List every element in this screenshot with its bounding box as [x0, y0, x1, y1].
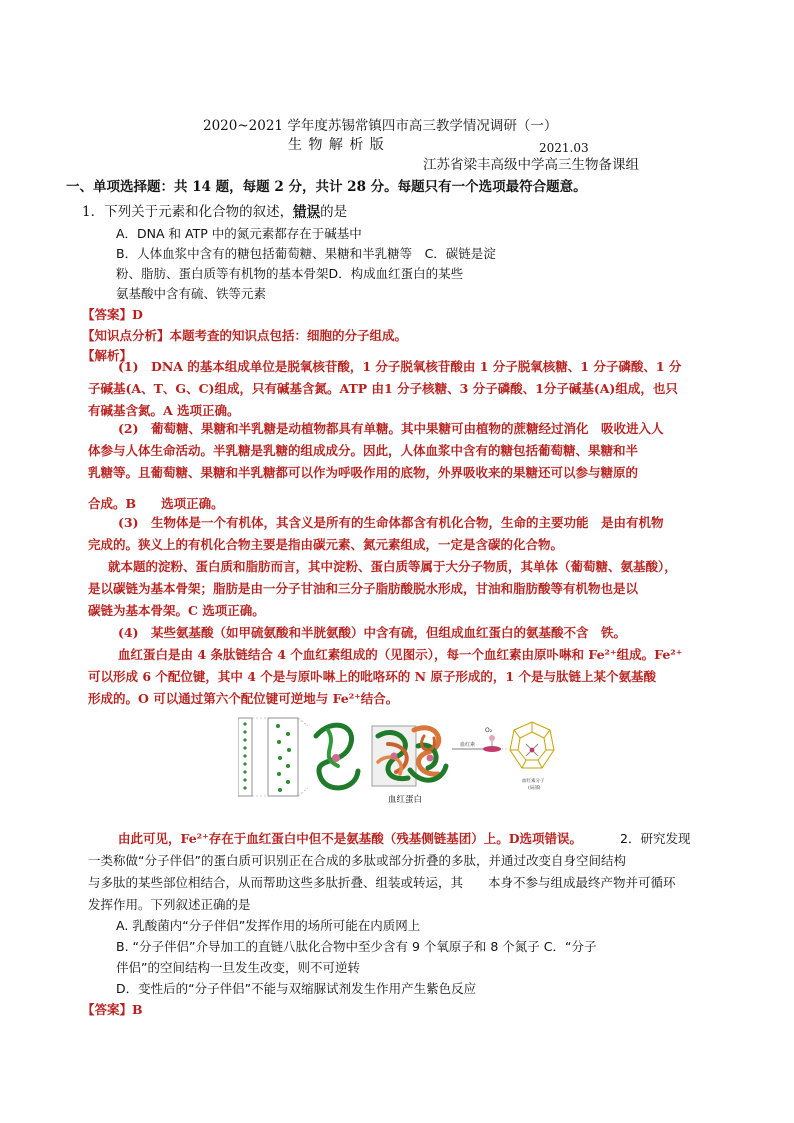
oxygen-molecule [489, 735, 495, 741]
q1-analysis-p3-line1: (3) 生物体是一个有机体，其含义是所有的生命体都含有机化合物，生命的主要功能 是由有机物 [118, 515, 664, 530]
q1-analysis-p2-line1: (2) 葡萄糖、果糖和半乳糖是动植物都具有单糖。其中果糖可由植物的蔗糖经过消化 吸收进入人 [118, 421, 664, 436]
q2-answer-value: B [132, 1002, 143, 1017]
q1-option-d: 氨基酸中含有硫、铁等元素 [116, 286, 267, 301]
q2-stem-line2: 一类称做“分子伴侣”的蛋白质可识别正在合成的多肽或部分折叠的多肽，并通过改变自身空间结构 [88, 853, 626, 868]
q1-analysis-p3-line5: 碳链为基本骨架。C 选项正确。 [88, 603, 265, 618]
label-o2: O₂ [485, 727, 493, 734]
q2-answer-label: 【答案】 [82, 1002, 133, 1017]
q2-answer [82, 1000, 143, 1020]
q2-stem-line3: 与多肽的某些部位相结合，从而帮助这些多肽折叠、组装或转运，其 本身不参与组成最终产物并可循环 [88, 875, 676, 890]
q1-analysis-p4-line1: (4) 某些氨基酸（如甲硫氨酸和半胱氨酸）中含有硫，但组成血红蛋白的氨基酸不含 铁。 [118, 625, 627, 640]
q1-analysis-p3-line4: 是以碳链为基本骨架；脂肪是由一分子甘油和三分子脂肪酸脱水形成，甘油和脂肪酸等有机物也是以 [88, 581, 639, 596]
q2-stem-line4: 发挥作用。下列叙述正确的是 [88, 897, 251, 912]
q1-analysis-p5-line2: 可以形成 6 个配位键，其中 4 个是与原卟啉上的吡咯环的 N 原子形成的，1 个是与肽链上某个氨基酸 [88, 669, 656, 684]
q2-option-a: A. 乳酸菌内“分子伴侣”发挥作用的场所可能在内质网上 [116, 918, 421, 933]
q2-option-d: D．变性后的“分子伴侣”不能与双缩脲试剂发生作用产生紫色反应 [116, 981, 477, 996]
label-part: (局部) [528, 786, 541, 791]
q1-kp-text: 本题考查的知识点包括：细胞的分子组成。 [169, 328, 408, 343]
label-hemoglobin: 血红蛋白 [388, 795, 423, 805]
helix-dots [276, 724, 291, 792]
q1-conclusion: 由此可见，Fe²⁺存在于血红蛋白中但不是氨基酸（残基侧链基团）上。D选项错误。 [118, 831, 583, 846]
q1-analysis-p2-line2: 体参与人体生命活动。半乳糖是乳糖的组成成分。因此，人体血浆中含有的糖包括葡萄糖、果糖和半 [88, 443, 639, 458]
q1-analysis-p5-line1: 血红蛋白是由 4 条肽链结合 4 个血红素组成的（见图示），每一个血红素由原卟啉和 Fe²⁺组成。Fe²⁺ [118, 647, 683, 662]
q1-analysis-label: 【解析】 [82, 348, 133, 363]
document-author: 江苏省梁丰高级中学高三生物备课组 [423, 157, 639, 173]
section-heading: 一、单项选择题：共 14 题，每题 2 分，共计 28 分。每题只有一个选项最符合题意。 [66, 179, 587, 195]
q1-knowledge-point [82, 326, 407, 346]
q1-analysis-p5-line3: 形成的。O 可以通过第六个配位键可逆地与 Fe²⁺结合。 [88, 691, 399, 706]
q1-analysis-p1-line1: (1) DNA 的基本组成单位是脱氧核苷酸，1 分子脱氧核苷酸由 1 分子脱氧核糖、1 分子磷酸、1 分 [118, 359, 682, 374]
q1-analysis-p3-line3: 就本题的淀粉、蛋白质和脂肪而言，其中淀粉、蛋白质等属于大分子物质，其单体（葡萄糖、氨基酸）， [108, 559, 677, 574]
document-title: 2020~2021 学年度苏锡常镇四市高三教学情况调研（一） [203, 118, 558, 134]
q1-analysis-p1-line2: 子碱基(A、T、G、C)组成，只有碱基含氮。ATP 由1 分子核糖、3 分子磷酸、1分子碱基(A)组成，也只 [88, 381, 678, 396]
q1-analysis-p2-line4: 合成。B 选项正确。 [88, 496, 224, 511]
heme-disk [483, 746, 501, 752]
q1-option-b: B．人体血浆中含有的糖包括葡萄糖、果糖和半乳糖等 C．碳链是淀 [116, 246, 496, 261]
q1-answer-value: D [132, 307, 143, 322]
hemoglobin-figure [238, 716, 556, 808]
q1-option-c: 粉、脂肪、蛋白质等有机物的基本骨架D．构成血红蛋白的某些 [116, 266, 464, 281]
secondary-structure-box [268, 718, 298, 796]
q1-answer-label: 【答案】 [82, 307, 133, 322]
label-heme: 血红素 [460, 742, 476, 748]
q1-option-a: A．DNA 和 ATP 中的氮元素都存在于碱基中 [116, 226, 362, 241]
q2-option-c: 伴侣”的空间结构一旦发生改变，则不可逆转 [116, 960, 360, 975]
q1-answer [82, 305, 143, 325]
label-heme-molecule: 血红素分子 [522, 779, 545, 784]
iron-atom [530, 748, 535, 753]
q2-stem-line1: 2．研究发现 [620, 831, 691, 846]
q1-stem-prefix: 1．下列关于元素和化合物的叙述， [82, 204, 294, 220]
heme-dot [332, 754, 340, 762]
document-date: 2021.03 [539, 141, 589, 155]
q2-option-b: B. “分子伴侣”介导加工的直链八肽化合物中至少含有 9 个氧原子和 8 个氮子 C．“分子 [116, 939, 597, 954]
q1-analysis-p2-line3: 乳糖等。且葡萄糖、果糖和半乳糖都可以作为呼吸作用的底物，外界吸收来的果糖还可以参与糖原的 [88, 465, 639, 480]
document-subtitle: 生 物 解 析 版 [288, 137, 385, 153]
q1-stem-emphasis: 错误 [293, 204, 321, 220]
q1-kp-label: 【知识点分析】 [82, 328, 170, 343]
heme-molecule-diagram [510, 722, 554, 768]
q1-stem [82, 202, 347, 222]
q1-analysis-p1-line3: 有碱基含氮。A 选项正确。 [88, 403, 240, 418]
q1-stem-suffix: 的是 [320, 204, 348, 220]
amino-acid-chain-dots [243, 722, 246, 789]
q1-analysis-p3-line2: 完成的。狭义上的有机化合物主要是指由碳元素、氮元素组成，一定是含碳的化合物。 [88, 537, 564, 552]
